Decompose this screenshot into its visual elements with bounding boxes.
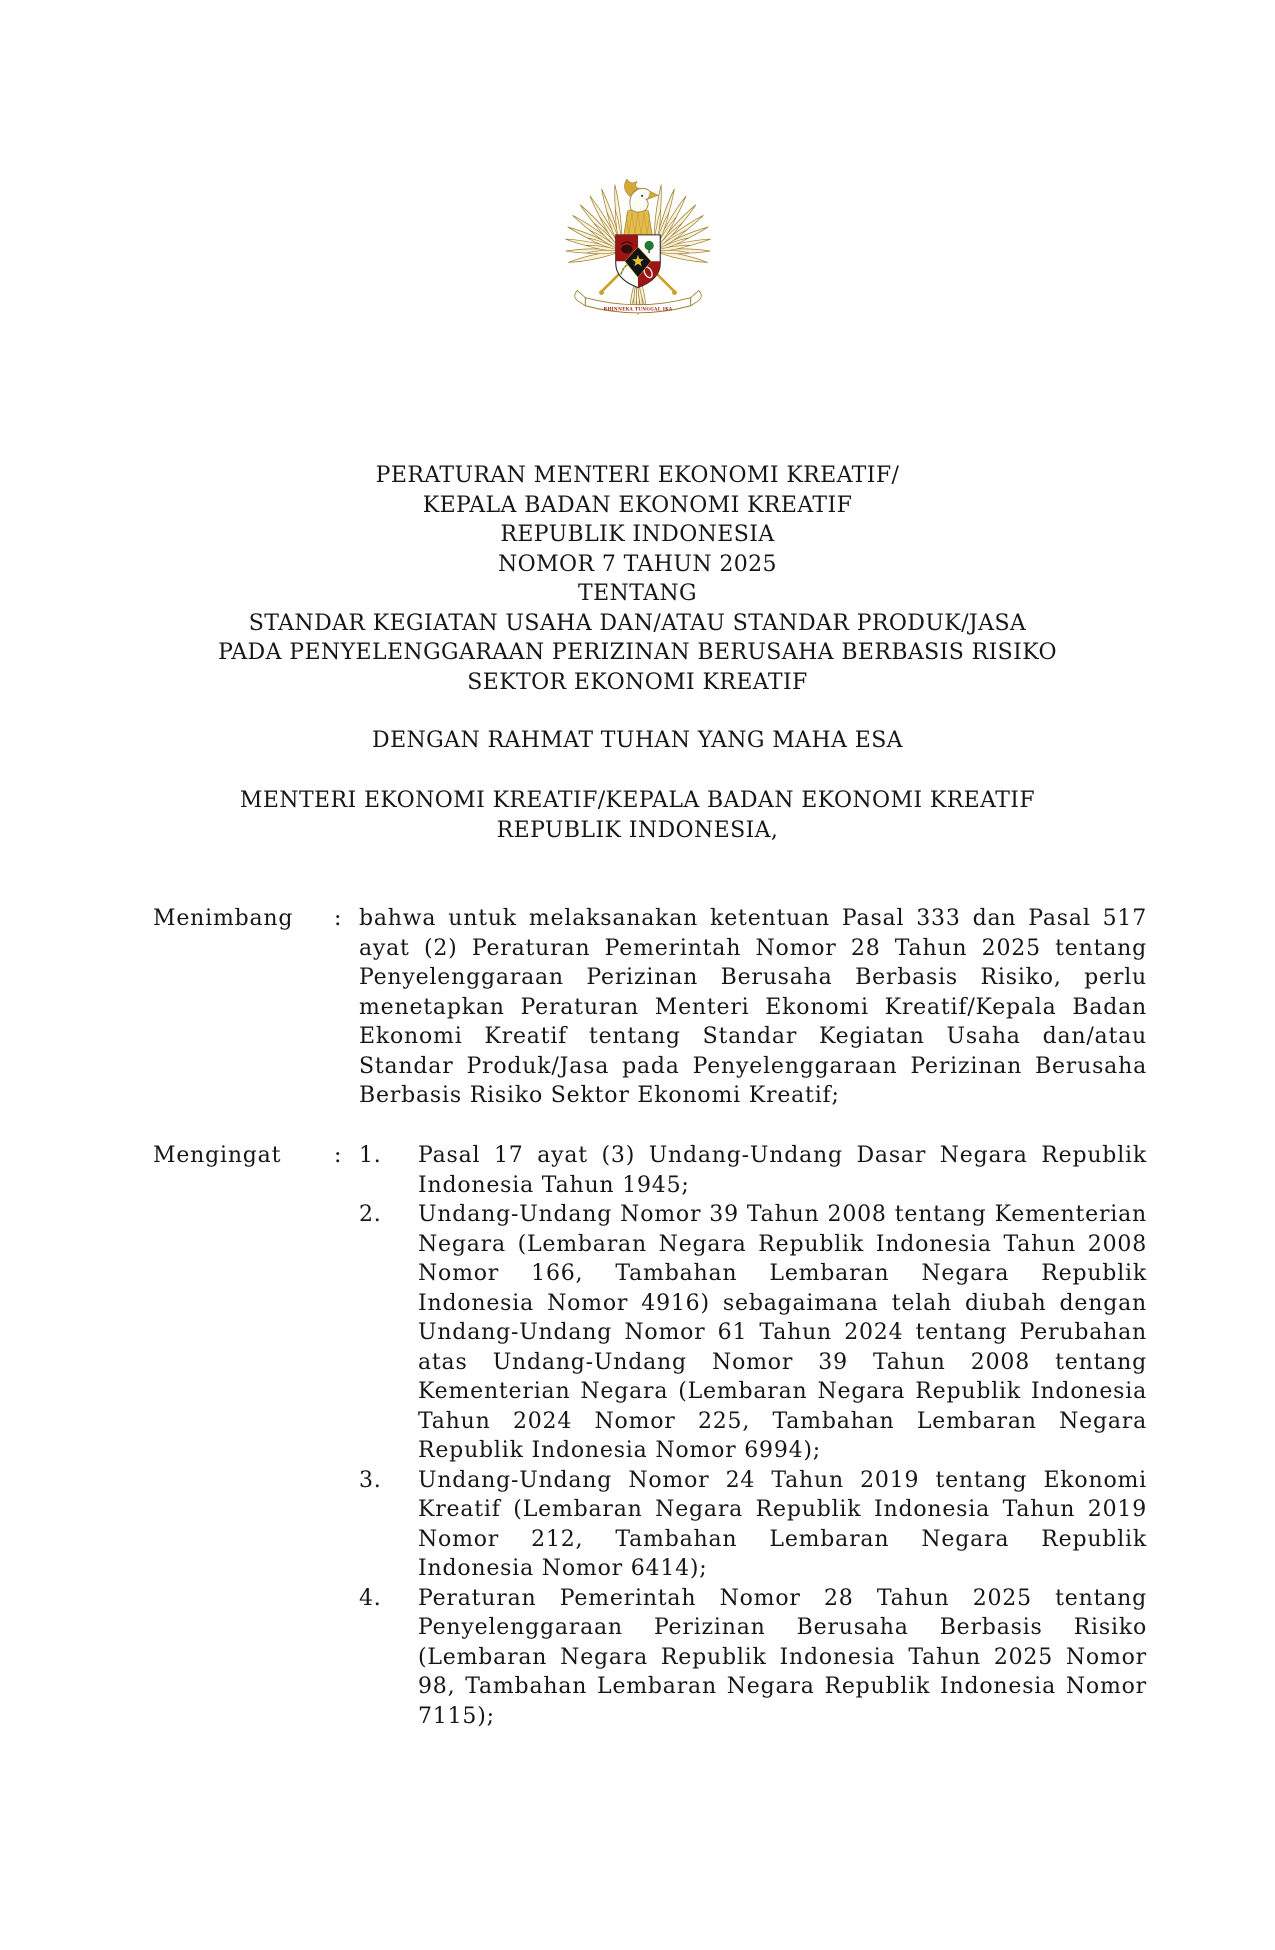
legal-basis-item (359, 1584, 1147, 1732)
regulation-number: NOMOR 7 TAHUN 2025 (498, 551, 777, 577)
menimbang-text: bahwa untuk melaksanakan ketentuan Pasal 333 dan Pasal 517 ayat (2) Peraturan Pemerintah Nomor 28 Tahun 2025 tentang Penyelenggaraan Perizinan Berusaha Berbasis Risiko, perlu menetapkan Peraturan Menteri Ekonomi Kreatif/Kepala Badan Ekonomi Kreatif tentang Standar Kegiatan Usaha dan/atau Standar Produk/Jasa pada Penyelenggaraan Perizinan Berusaha Berbasis Risiko Sektor Ekonomi Kreatif; (359, 906, 1147, 1108)
item-number: 2. (359, 1202, 382, 1227)
mengingat-label: Mengingat (153, 1143, 282, 1168)
subject-line: PADA PENYELENGGARAAN PERIZINAN BERUSAHA BERBASIS RISIKO (218, 640, 1057, 665)
subject-line: STANDAR KEGIATAN USAHA DAN/ATAU STANDAR PRODUK/JASA (248, 610, 1027, 636)
garuda-pancasila-svg (557, 168, 719, 322)
menimbang-label: Menimbang (153, 906, 294, 931)
item-text: Undang-Undang Nomor 24 Tahun 2019 tentang Ekonomi Kreatif (Lembaran Negara Republik Indonesia Tahun 2019 Nomor 212, Tambahan Lembaran Negara Republik Indonesia Nomor 6414); (418, 1467, 1147, 1581)
mengingat-list (359, 1141, 1147, 1731)
invocation-line: DENGAN RAHMAT TUHAN YANG MAHA ESA (372, 728, 903, 753)
mengingat-section (153, 1141, 1147, 1731)
subject-line: SEKTOR EKONOMI KREATIF (467, 669, 808, 695)
menimbang-section (153, 904, 1147, 1111)
menimbang-colon: : (334, 906, 343, 931)
legal-basis-item (359, 1200, 1147, 1466)
legal-basis-item (359, 1141, 1147, 1200)
emblem-art (565, 179, 710, 315)
item-number: 4. (359, 1585, 382, 1611)
authority-block (0, 786, 1275, 845)
authority-line: MENTERI EKONOMI KREATIF/KEPALA BADAN EKONOMI KREATIF (239, 788, 1036, 813)
item-number: 3. (359, 1467, 382, 1493)
title-block (0, 461, 1275, 697)
mengingat-colon: : (334, 1143, 343, 1168)
authority-line: REPUBLIK INDONESIA, (496, 817, 779, 843)
legal-basis-item (359, 1466, 1147, 1584)
title-line: REPUBLIK INDONESIA (500, 522, 775, 547)
emblem-banner-text: BHINNEKA TUNGGAL IKA (603, 306, 672, 312)
item-text: Peraturan Pemerintah Nomor 28 Tahun 2025 tentang Penyelenggaraan Perizinan Berusaha Berbasis Risiko (Lembaran Negara Republik Indonesia Tahun 2025 Nomor 98, Tambahan Lembaran Negara Republik Indonesia Nomor 7115); (418, 1585, 1147, 1729)
item-number: 1. (359, 1143, 382, 1168)
title-line: PERATURAN MENTERI EKONOMI KREATIF/ (375, 463, 900, 488)
tentang-label: TENTANG (578, 581, 697, 606)
item-text: Undang-Undang Nomor 39 Tahun 2008 tentang Kementerian Negara (Lembaran Negara Republik Indonesia Tahun 2008 Nomor 166, Tambahan Lembaran Negara Republik Indonesia Nomor 4916) sebagaimana telah diubah dengan Undang-Undang Nomor 61 Tahun 2024 tentang Perubahan atas Undang-Undang Nomor 39 Tahun 2008 tentang Kementerian Negara (Lembaran Negara Republik Indonesia Tahun 2024 Nomor 225, Tambahan Lembaran Negara Republik Indonesia Nomor 6994); (418, 1202, 1147, 1463)
item-text: Pasal 17 ayat (3) Undang-Undang Dasar Negara Republik Indonesia Tahun 1945; (418, 1143, 1147, 1198)
garuda-pancasila-emblem (557, 168, 719, 322)
title-line: KEPALA BADAN EKONOMI KREATIF (422, 492, 853, 518)
